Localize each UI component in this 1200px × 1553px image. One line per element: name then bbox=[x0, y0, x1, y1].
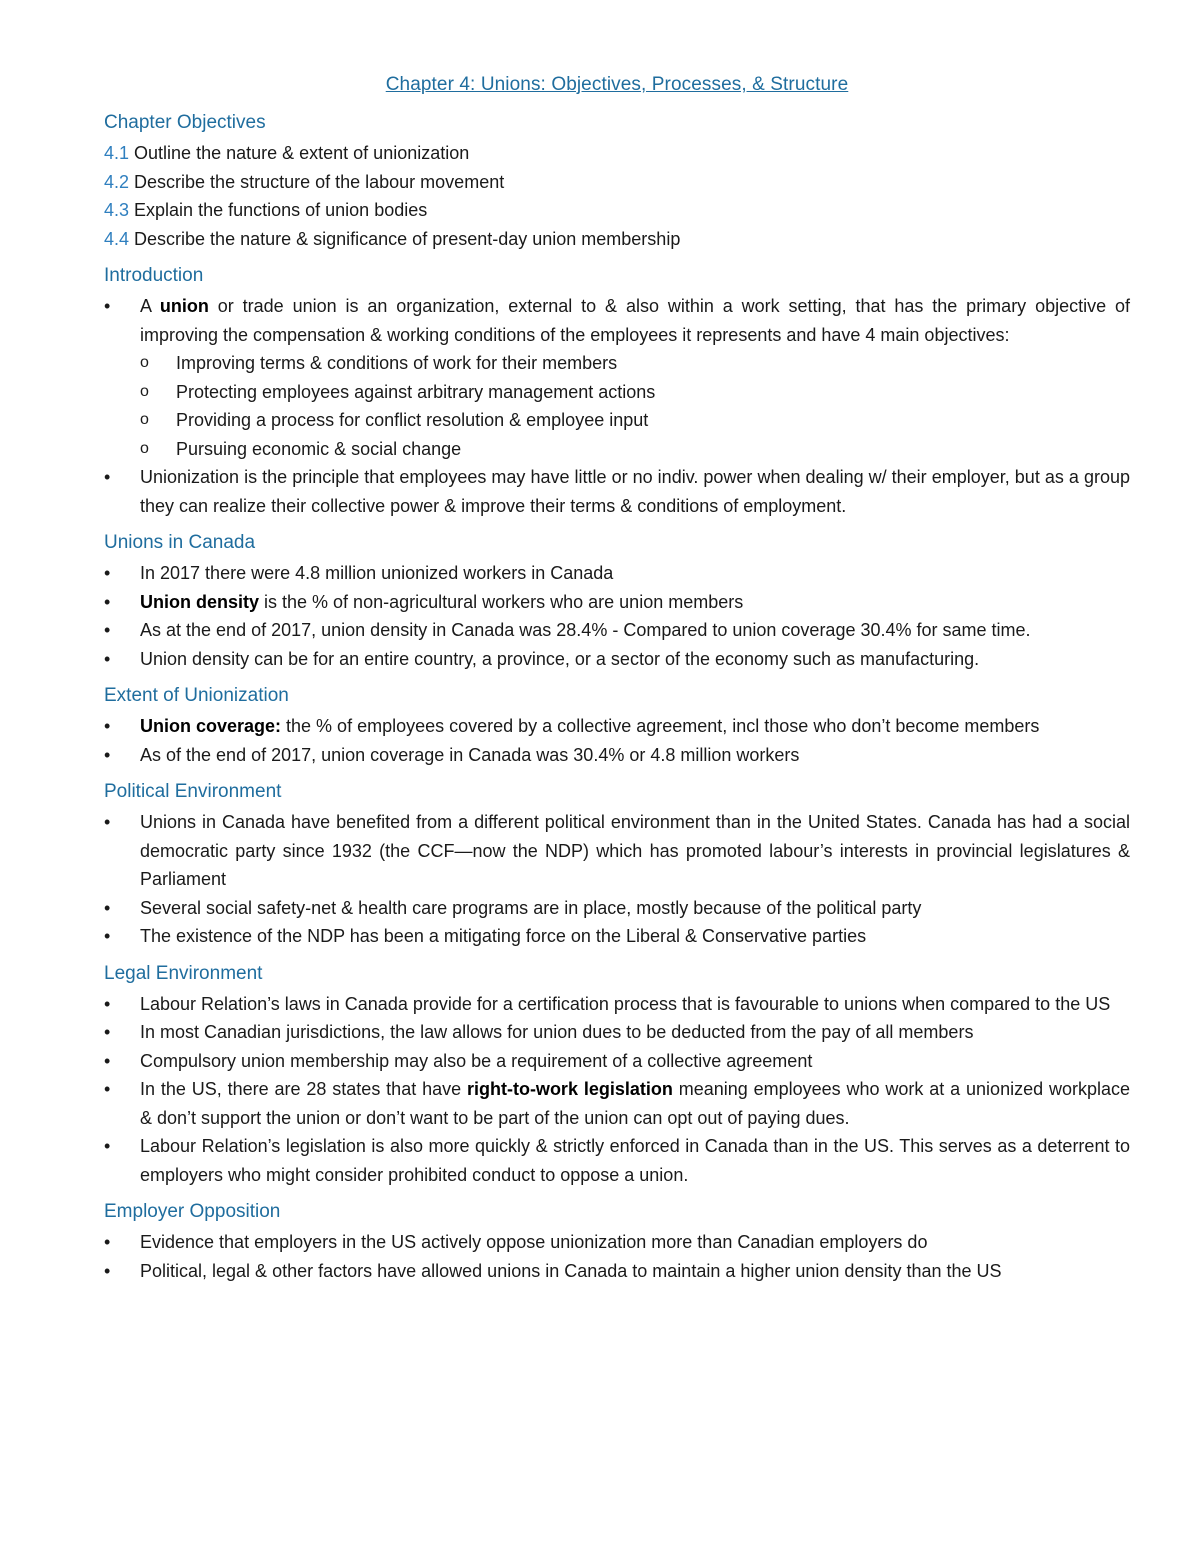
sub-list-item: o Providing a process for conflict resolution & employee input bbox=[140, 406, 1130, 435]
heading-unions-in-canada: Unions in Canada bbox=[104, 532, 256, 553]
list-item bbox=[104, 1075, 1130, 1132]
objective-item bbox=[104, 196, 1130, 225]
objective-item bbox=[104, 139, 1130, 168]
objective-item bbox=[104, 168, 1130, 197]
term-right-to-work: right-to-work legislation bbox=[466, 1079, 673, 1099]
objective-number: 4.4 bbox=[104, 228, 130, 249]
term-union-density: Union density bbox=[140, 591, 260, 612]
heading-chapter-objectives: Chapter Objectives bbox=[104, 112, 266, 133]
list-item: • Political, legal & other factors have allowed unions in Canada to maintain a higher union density than the US bbox=[104, 1257, 1130, 1286]
employer-list bbox=[104, 1228, 1130, 1285]
list-item bbox=[104, 292, 1130, 463]
list-item: • Evidence that employers in the US actively oppose unionization more than Canadian employers do bbox=[104, 1228, 1130, 1257]
list-item bbox=[104, 588, 1130, 617]
heading-extent-of-unionization: Extent of Unionization bbox=[104, 685, 289, 706]
objectives-sublist bbox=[140, 349, 1130, 463]
list-item: • In most Canadian jurisdictions, the law allows for union dues to be deducted from the pay of all members bbox=[104, 1018, 1130, 1047]
objective-number: 4.2 bbox=[104, 171, 130, 192]
sub-list-item: o Improving terms & conditions of work for their members bbox=[140, 349, 1130, 378]
page-title: Chapter 4: Unions: Objectives, Processes, & Structure bbox=[385, 74, 849, 95]
heading-introduction: Introduction bbox=[104, 265, 204, 286]
list-item bbox=[104, 712, 1130, 741]
sub-list-item: o Protecting employees against arbitrary management actions bbox=[140, 378, 1130, 407]
text-fragment: meaning employees who work at a unionized workplace & don’t support the union or don’t want to be part of the union can opt out of paying dues. bbox=[140, 1079, 1130, 1128]
list-item: • Labour Relation’s laws in Canada provide for a certification process that is favourable to unions when compared to the US bbox=[104, 990, 1130, 1019]
text-fragment: A bbox=[140, 296, 160, 316]
political-list bbox=[104, 808, 1130, 951]
objective-text: Describe the nature & significance of present-day union membership bbox=[129, 228, 681, 249]
list-item: • In 2017 there were 4.8 million unionized workers in Canada bbox=[104, 559, 1130, 588]
legal-list bbox=[104, 990, 1130, 1190]
introduction-list bbox=[104, 292, 1130, 520]
heading-political-environment: Political Environment bbox=[104, 781, 282, 802]
heading-legal-environment: Legal Environment bbox=[104, 962, 263, 984]
term-union-coverage: Union coverage: bbox=[140, 716, 282, 736]
sub-list-item: o Pursuing economic & social change bbox=[140, 435, 1130, 464]
objective-text: Outline the nature & extent of unionization bbox=[129, 143, 470, 163]
list-item: • As at the end of 2017, union density in Canada was 28.4% - Compared to union coverage 30.4% for same time. bbox=[104, 616, 1130, 645]
text-fragment: is the % of non-agricultural workers who are union members bbox=[259, 591, 744, 612]
text-fragment: In the US, there are 28 states that have bbox=[140, 1079, 467, 1099]
list-item: • Labour Relation’s legislation is also more quickly & strictly enforced in Canada than in the US. This serves as a deterrent to employers who might consider prohibited conduct to oppose a union. bbox=[104, 1132, 1130, 1189]
objective-item bbox=[104, 225, 1130, 254]
objective-number: 4.1 bbox=[104, 143, 130, 163]
extent-list bbox=[104, 712, 1130, 769]
list-item: • Unionization is the principle that employees may have little or no indiv. power when dealing w/ their employer, but as a group they can realize their collective power & improve their terms & conditions of employment. bbox=[104, 463, 1130, 520]
text-fragment: or trade union is an organization, external to & also within a work setting, that has the primary objective of improving the compensation & working conditions of the employees it represents and have 4 main objectives: bbox=[140, 296, 1131, 345]
objective-text: Explain the functions of union bodies bbox=[129, 200, 428, 220]
list-item: • Unions in Canada have benefited from a different political environment than in the United States. Canada has had a social democratic party since 1932 (the CCF—now the NDP) which has promoted labour’s interests in provincial legislatures & Parliament bbox=[104, 808, 1130, 894]
term-union: union bbox=[159, 296, 209, 316]
objective-text: Describe the structure of the labour movement bbox=[129, 171, 505, 192]
text-fragment: the % of employees covered by a collective agreement, incl those who don’t become members bbox=[281, 716, 1040, 736]
list-item: • Several social safety-net & health care programs are in place, mostly because of the political party bbox=[104, 894, 1130, 923]
list-item: • The existence of the NDP has been a mitigating force on the Liberal & Conservative parties bbox=[104, 922, 1130, 951]
list-item: • Union density can be for an entire country, a province, or a sector of the economy such as manufacturing. bbox=[104, 645, 1130, 674]
list-item: • As of the end of 2017, union coverage in Canada was 30.4% or 4.8 million workers bbox=[104, 741, 1130, 770]
unions-canada-list bbox=[104, 559, 1130, 673]
list-item: • Compulsory union membership may also be a requirement of a collective agreement bbox=[104, 1047, 1130, 1076]
objective-number: 4.3 bbox=[104, 200, 130, 220]
heading-employer-opposition: Employer Opposition bbox=[104, 1201, 281, 1222]
